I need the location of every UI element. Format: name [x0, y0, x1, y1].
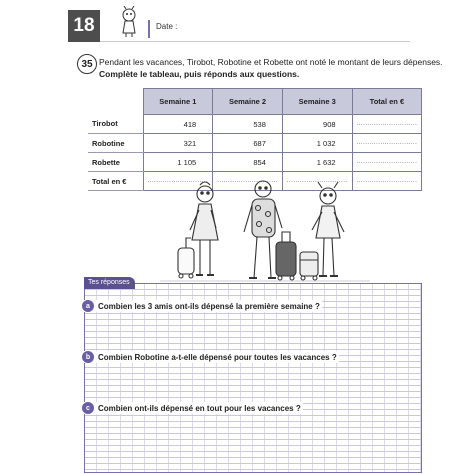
robotine-figure: [178, 182, 218, 278]
page-number: 18: [73, 15, 95, 36]
row-label: Robotine: [88, 134, 143, 153]
table-cell: 538: [213, 115, 283, 134]
table-column-header: Total en €: [352, 89, 422, 115]
exercise-statement: Pendant les vacances, Tirobot, Robotine et Robette ont noté le montant de leurs dépenses.: [99, 57, 443, 67]
robot-mascot-icon: [118, 6, 144, 38]
question-letter-badge: a: [82, 300, 94, 312]
answer-blank[interactable]: ............................: [352, 153, 422, 172]
page-number-tab: [68, 10, 100, 42]
answer-blank[interactable]: ............................: [143, 172, 213, 191]
question-a: [82, 300, 322, 312]
date-label: Date :: [156, 22, 178, 31]
row-label: Total en €: [88, 172, 143, 191]
exercise-instruction: Complète le tableau, puis réponds aux questions.: [99, 68, 300, 79]
header-separator: [148, 20, 150, 38]
table-row: [88, 115, 422, 134]
table-column-header: Semaine 1: [143, 89, 213, 115]
row-label: Tirobot: [88, 115, 143, 134]
table-column-header: Semaine 3: [282, 89, 352, 115]
question-text: Combien les 3 amis ont-ils dépensé la première semaine ?: [98, 301, 320, 311]
question-b: [82, 351, 339, 363]
answer-blank[interactable]: ............................: [352, 172, 422, 191]
answers-tab-label: Tes réponses: [84, 277, 135, 289]
robots-illustration: [150, 180, 380, 285]
question-c: [82, 402, 303, 414]
answer-blank[interactable]: ............................: [352, 134, 422, 153]
tirobot-figure: [244, 181, 296, 280]
question-text: Combien ont-ils dépensé en tout pour les vacances ?: [98, 403, 301, 413]
table-cell: 418: [143, 115, 213, 134]
expenses-table: [88, 88, 422, 191]
answer-blank[interactable]: ............................: [282, 172, 352, 191]
answer-blank[interactable]: ............................: [213, 172, 283, 191]
exercise-number: 35: [77, 54, 97, 74]
table-row: [88, 134, 422, 153]
table-column-header: Semaine 2: [213, 89, 283, 115]
table-cell: 1 032: [282, 134, 352, 153]
question-letter-badge: b: [82, 351, 94, 363]
table-cell: 687: [213, 134, 283, 153]
table-cell: 908: [282, 115, 352, 134]
row-label: Robette: [88, 153, 143, 172]
table-header-row: [88, 89, 422, 115]
table-cell: 854: [213, 153, 283, 172]
robette-figure: [300, 182, 344, 280]
table-row: [88, 153, 422, 172]
question-letter-badge: c: [82, 402, 94, 414]
table-cell: 1 105: [143, 153, 213, 172]
table-corner: [88, 89, 143, 115]
header-rule: [100, 41, 410, 42]
table-cell: 321: [143, 134, 213, 153]
question-text: Combien Robotine a-t-elle dépensé pour toutes les vacances ?: [98, 352, 337, 362]
answer-blank[interactable]: ............................: [352, 115, 422, 134]
exercise-text: [99, 57, 443, 80]
table-cell: 1 632: [282, 153, 352, 172]
